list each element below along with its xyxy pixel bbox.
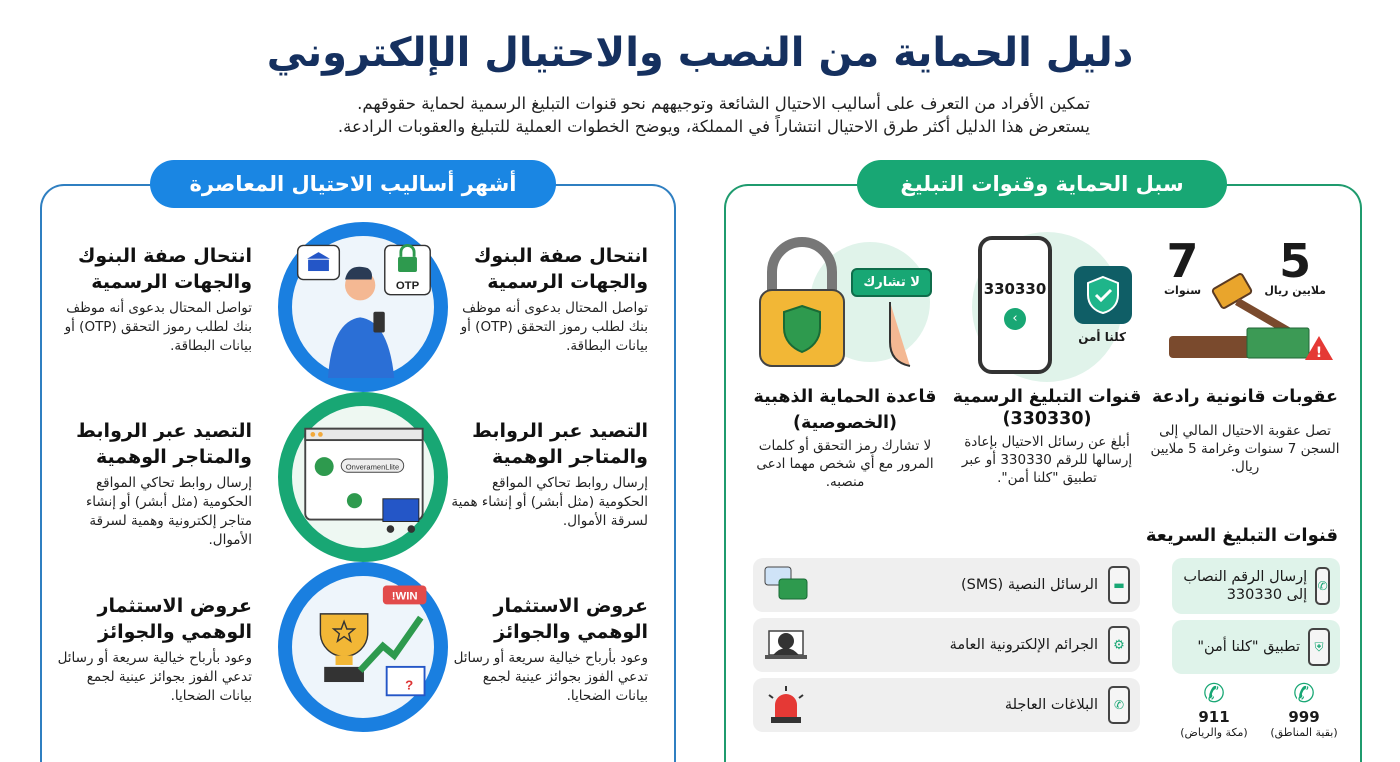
svg-text:OnveramenLlite: OnveramenLlite — [345, 462, 400, 472]
phone-chat-icon: ▬ — [1108, 566, 1130, 604]
scheme-title: عروض الاستثمار الوهمي والجوائز — [493, 595, 648, 643]
phone-ringing-icon: ✆ — [1203, 679, 1225, 709]
hacker-icon — [763, 625, 809, 665]
scheme-desc: تواصل المحتال بدعوى أنه موظف بنك لطلب رموز التحقق (OTP) أو بيانات البطاقة. — [64, 300, 252, 354]
scheme-desc: تواصل المحتال بدعوى أنه موظف بنك لطلب رموز التحقق (OTP) أو بيانات البطاقة. — [460, 300, 648, 354]
feature-desc: تصل عقوبة الاحتيال المالي إلى السجن 7 سنوات وغرامة 5 ملايين ريال. — [1150, 423, 1340, 475]
quick-channels-title: قنوات التبليغ السريعة — [1145, 525, 1338, 546]
dont-share-button: لا تشارك — [851, 268, 932, 297]
hotline-area: (مكة والرياض) — [1180, 726, 1248, 739]
feature-golden-rule — [750, 232, 940, 491]
scheme-phishing-right — [448, 418, 648, 531]
report-row-label: الرسائل النصية (SMS) — [960, 577, 1098, 593]
fraud-methods-title: أشهر أساليب الاحتيال المعاصرة — [150, 160, 556, 208]
feature-desc: لا تشارك رمز التحقق أو كلمات المرور مع أي شخص مهما ادعى منصبه. — [756, 438, 934, 490]
hotline-911[interactable] — [1174, 680, 1254, 739]
svg-text:!: ! — [1315, 345, 1323, 361]
scheme-impersonation-right — [448, 243, 648, 356]
scheme-investment-right — [448, 593, 648, 706]
scheme-title: التصيد عبر الروابط والمتاجر الوهمية — [472, 420, 648, 468]
shield-check-icon — [1074, 266, 1132, 324]
phishing-browser-cart-icon — [292, 402, 434, 552]
years-label: سنوات — [1164, 284, 1202, 297]
intro-line-1: تمكين الأفراد من التعرف على أساليب الاحتيال الشائعة وتوجيههم نحو قنوات التبليغ الرسمية لحماية حقوقهم. — [357, 94, 1090, 113]
phone-shield-icon: ⛨ — [1308, 628, 1330, 666]
feature-official-channels — [952, 232, 1142, 487]
feature-subtitle: (330330) — [1002, 409, 1092, 429]
svg-text:?: ? — [405, 677, 414, 693]
fine-number: 5 — [1279, 234, 1312, 288]
page-title: دليل الحماية من النصب والاحتيال الإلكتروني — [266, 30, 1134, 76]
siren-icon — [763, 685, 809, 725]
feature-title: قاعدة الحماية الذهبية — [753, 387, 937, 407]
hotline-number: 999 — [1288, 708, 1320, 726]
scheme-title: عروض الاستثمار الوهمي والجوائز — [97, 595, 252, 643]
phone-ringing-icon: ✆ — [1293, 679, 1315, 709]
investment-illustration — [278, 562, 448, 732]
gavel-money-icon — [1150, 232, 1340, 382]
chat-bubbles-icon — [763, 565, 809, 605]
phishing-illustration — [278, 392, 448, 562]
protection-title: سبل الحماية وقنوات التبليغ — [857, 160, 1227, 208]
feature-title: قنوات التبليغ الرسمية — [952, 387, 1142, 407]
quick-card-label: تطبيق "كلنا أمن" — [1197, 639, 1300, 655]
scheme-desc: وعود بأرباح خيالية سريعة أو رسائل تدعي الفوز بجوائز عينية لجمع بيانات الضحايا. — [453, 650, 648, 704]
hotline-number: 911 — [1198, 708, 1230, 726]
report-number: 330330 — [983, 280, 1047, 298]
person-phone-bank-otp-icon — [292, 232, 434, 382]
report-row-label: الجرائم الإلكترونية العامة — [949, 637, 1098, 653]
feature-title: عقوبات قانونية رادعة — [1152, 387, 1338, 407]
hotline-999[interactable] — [1264, 680, 1344, 739]
phone-gear-icon: ⚙ — [1108, 626, 1130, 664]
quick-card-label: إرسال الرقم النصاب إلى 330330 — [1183, 569, 1308, 603]
impersonation-illustration — [278, 222, 448, 392]
scheme-desc: إرسال روابط تحاكي المواقع الحكومية (مثل أبشر) أو إنشاء متاجر إلكترونية وهمية لسرقة الأموال. — [85, 475, 252, 548]
scheme-title: انتحال صفة البنوك والجهات الرسمية — [474, 245, 648, 293]
phone-call-icon: ✆ — [1315, 567, 1330, 605]
phone-call-icon: ✆ — [1108, 686, 1130, 724]
svg-text:WIN!: WIN! — [391, 590, 418, 603]
report-row-urgent[interactable] — [753, 678, 1140, 732]
send-arrow-icon: › — [1004, 308, 1026, 330]
report-row-sms[interactable] — [753, 558, 1140, 612]
intro-text — [300, 92, 1090, 138]
feature-desc: أبلغ عن رسائل الاحتيال بإعادة إرسالها للرقم 330330 أو عبر تطبيق "كلنا أمن". — [961, 434, 1133, 486]
trophy-win-icon — [292, 572, 434, 722]
scheme-impersonation-left — [52, 243, 252, 356]
intro-line-2: يستعرض هذا الدليل أكثر طرق الاحتيال انتشاراً في المملكة، ويوضح الخطوات العملية للتبليغ والعقوبات الرادعة. — [337, 117, 1090, 136]
phone-app-icon — [952, 232, 1142, 382]
years-number: 7 — [1166, 234, 1199, 288]
feature-penalties — [1150, 232, 1340, 476]
scheme-phishing-left — [52, 418, 252, 550]
feature-subtitle: (الخصوصية) — [792, 413, 898, 433]
quick-card-sms-number[interactable] — [1172, 558, 1340, 614]
quick-card-app[interactable] — [1172, 620, 1340, 674]
report-row-cybercrime[interactable] — [753, 618, 1140, 672]
svg-text:OTP: OTP — [395, 280, 420, 293]
app-name: كلنا أمن — [1078, 330, 1126, 344]
scheme-investment-left — [52, 593, 252, 706]
fine-label: ملايين ريال — [1264, 284, 1326, 297]
padlock-hand-icon — [750, 232, 940, 382]
scheme-title: التصيد عبر الروابط والمتاجر الوهمية — [76, 420, 252, 468]
scheme-title: انتحال صفة البنوك والجهات الرسمية — [78, 245, 252, 293]
scheme-desc: إرسال روابط تحاكي المواقع الحكومية (مثل أبشر) أو إنشاء همية لسرقة الأموال. — [451, 475, 648, 529]
scheme-desc: وعود بأرباح خيالية سريعة أو رسائل تدعي الفوز بجوائز عينية لجمع بيانات الضحايا. — [57, 650, 252, 704]
report-row-label: البلاغات العاجلة — [1004, 697, 1098, 713]
hotline-area: (بقية المناطق) — [1270, 726, 1338, 739]
